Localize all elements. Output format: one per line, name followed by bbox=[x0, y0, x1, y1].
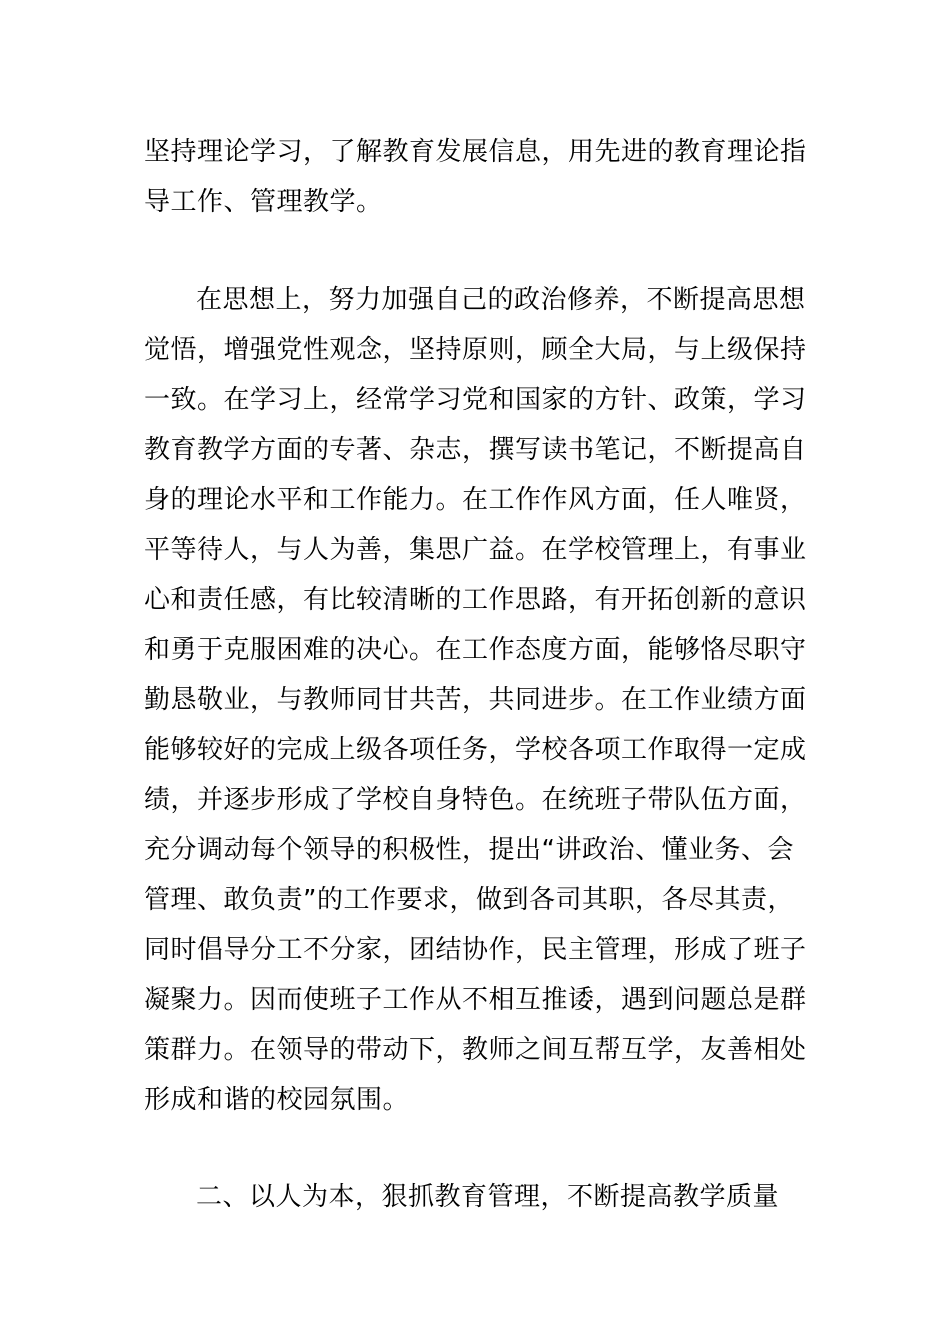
text-line: 勤恳敬业，与教师同甘共苦，共同进步。在工作业绩方面 bbox=[144, 685, 807, 715]
text-line: 一致。在学习上，经常学习党和国家的方针、政策，学习 bbox=[144, 385, 807, 415]
text-line: 觉悟，增强党性观念，坚持原则，顾全大局，与上级保持 bbox=[144, 335, 807, 365]
text-line: 心和责任感，有比较清晰的工作思路，有开拓创新的意识 bbox=[144, 585, 807, 615]
text-line: 绩，并逐步形成了学校自身特色。在统班子带队伍方面， bbox=[144, 785, 807, 815]
text-line: 充分调动每个领导的积极性，提出“讲政治、懂业务、会 bbox=[144, 835, 794, 865]
text-line: 平等待人，与人为善，集思广益。在学校管理上，有事业 bbox=[144, 535, 807, 565]
text-line: 凝聚力。因而使班子工作从不相互推诿，遇到问题总是群 bbox=[144, 985, 807, 1015]
paragraph-main bbox=[144, 275, 808, 1125]
text-line: 身的理论水平和工作能力。在工作作风方面，任人唯贤， bbox=[144, 485, 807, 515]
text-line: 管理、敢负责”的工作要求，做到各司其职，各尽其责， bbox=[144, 885, 794, 915]
paragraph-continuation bbox=[144, 127, 808, 227]
text-line: 策群力。在领导的带动下，教师之间互帮互学，友善相处 bbox=[144, 1035, 807, 1065]
text-line: 能够较好的完成上级各项任务，学校各项工作取得一定成 bbox=[144, 735, 807, 765]
text-line: 形成和谐的校园氛围。 bbox=[144, 1085, 410, 1115]
heading-text: 二、以人为本，狠抓教育管理，不断提高教学质量 bbox=[196, 1182, 780, 1212]
section-heading bbox=[144, 1172, 808, 1222]
text-line: 同时倡导分工不分家，团结协作，民主管理，形成了班子 bbox=[144, 935, 807, 965]
text-line: 和勇于克服困难的决心。在工作态度方面，能够恪尽职守 bbox=[144, 635, 807, 665]
text-line: 在思想上，努力加强自己的政治修养，不断提高思想 bbox=[196, 285, 806, 315]
text-line: 导工作、管理教学。 bbox=[144, 187, 383, 217]
text-line: 坚持理论学习，了解教育发展信息，用先进的教育理论指 bbox=[144, 137, 807, 167]
text-line: 教育教学方面的专著、杂志，撰写读书笔记，不断提高自 bbox=[144, 435, 807, 465]
